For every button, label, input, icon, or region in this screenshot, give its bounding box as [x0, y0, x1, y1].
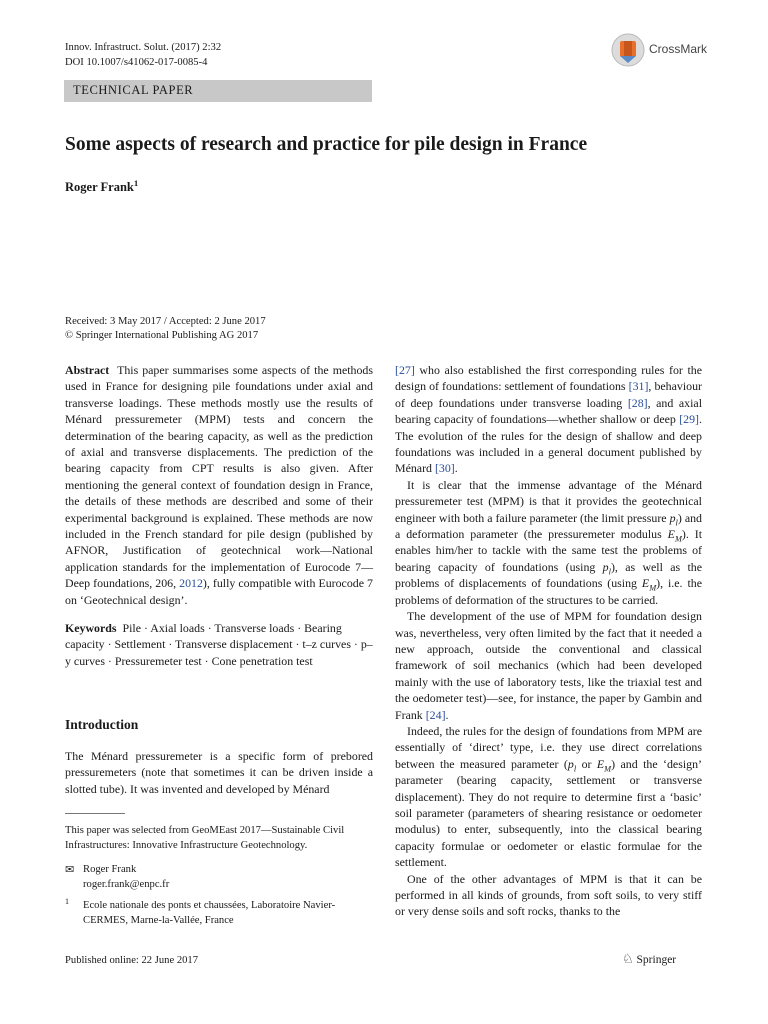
selection-note: This paper was selected from GeoMEast 2017—Sustainable Civil Infrastructures: Innovative Infrastructure Geotechnology. [65, 825, 345, 851]
footnote-divider [65, 813, 125, 814]
introduction-heading: Introduction [65, 717, 139, 732]
published-online: Published online: 22 June 2017 [65, 955, 199, 966]
ref-28-link[interactable]: [28] [627, 395, 648, 410]
ref-30-link[interactable]: [30] [434, 461, 455, 476]
text-span: The development of the use of MPM for foundation design was, nevertheless, very often limited by the fact that it needed a new approach, outside the conventional and classical framework of soil mechanics (which had been developed mainly with the use of laboratory tests, like the triaxial test and the oedometer test)—see, for instance, the paper by Gambin and Frank [395, 609, 702, 722]
keywords-label: Keywords [65, 621, 117, 635]
text-span: ), i.e. the problems of deformation of the structures to be carried. [395, 576, 702, 607]
springer-logo[interactable] [622, 951, 676, 967]
section-tag: TECHNICAL PAPER [73, 83, 194, 97]
text-span: who also established the first corresponding rules for the design of foundations: settlement of foundations [395, 363, 702, 394]
paper-title: Some aspects of research and practice for pile design in France [65, 134, 588, 155]
section-tag-bar [64, 80, 372, 102]
text-span: ), as well as the problems of displacements of foundations (using [395, 559, 702, 591]
text-span: , behaviour of deep foundations under transverse loading [395, 379, 702, 410]
symbol-limit-pressure: $p_l$ [669, 510, 678, 528]
symbol-modulus: $E_M$ [641, 576, 657, 593]
text-span: It is clear that the immense advantage of the Ménard pressuremeter test (MPM) is that it provides the geotechnical engineer with both a failure parameter (the limit pressure [395, 477, 702, 525]
affiliation-block [65, 898, 365, 928]
text-span: ) and the ‘design’ parameter (bearing capacity, settlement or transverse displacement). They do not require to determine first a ‘basic’ soil parameter (parameters of shearing resistance or oedometer modulus) to enter, subsequently, into the classical bearing capacity formulae or oedometer or elastic formulae for the settlement. [395, 756, 702, 870]
ref-27-link[interactable]: [27] [395, 363, 415, 377]
symbol-limit-pressure: $p_l$ [602, 559, 611, 577]
right-paragraph-2 [395, 477, 702, 608]
envelope-icon: ✉ [65, 864, 75, 876]
received-accepted: Received: 3 May 2017 / Accepted: 2 June 2017 [65, 316, 266, 327]
crossmark-label: CrossMark [649, 42, 708, 56]
text-span: . [445, 707, 449, 722]
right-paragraph-5: One of the other advantages of MPM is that it can be performed in all kinds of grounds, from soft soils, to very stiff or very dense soils and soft rocks, thanks to the [395, 871, 702, 919]
abstract [65, 362, 373, 608]
introduction-paragraph: The Ménard pressuremeter is a specific form of prebored pressuremeters (note that sometimes it can be driven inside a slotted tube). It was invented and developed by Ménard [65, 749, 373, 796]
text-span: . [454, 461, 458, 476]
right-paragraph-4 [395, 723, 702, 871]
right-paragraph-3 [395, 608, 702, 723]
contact-block [65, 862, 365, 892]
symbol-modulus: $E_M$ [667, 527, 682, 544]
text-span: Indeed, the rules for the design of foundations from MPM are essentially of ‘direct’ type, i.e. they use direct correlations between the measured parameter ( [395, 723, 702, 771]
author-affil-sup: 1 [133, 177, 139, 188]
crossmark-icon [610, 32, 646, 68]
author-name[interactable]: Roger Frank [65, 180, 134, 194]
ref-31-link[interactable]: [31] [628, 379, 649, 394]
contact-email[interactable]: roger.frank@enpc.fr [83, 879, 170, 890]
text-span: . The evolution of the rules for the design of shallow and deep foundations was included in a general document published by Ménard [395, 412, 702, 476]
keywords-text: Pile · Axial loads · Transverse loads · Bearing capacity · Settlement · Transverse displacement · t–z curves · p–y curves · Pressuremeter test · Cone penetration test [65, 621, 373, 668]
affiliation-text: Ecole nationale des ponts et chaussées, Laboratoire Navier-CERMES, Marne-la-Vallée, France [83, 900, 336, 926]
right-column [395, 362, 702, 920]
springer-horse-icon: ♘ [622, 951, 634, 966]
symbol-limit-pressure: $p_l$ [567, 756, 577, 774]
abstract-text-end: ), fully compatible with Eurocode 7 on ‘Geotechnical design’. [65, 576, 373, 607]
text-span: ). It enables him/her to tackle with the same test the problems of bearing capacity of foundations (using [395, 527, 703, 574]
right-paragraph-1 [395, 362, 702, 477]
journal-citation: Innov. Infrastruct. Solut. (2017) 2:32 [65, 42, 222, 53]
abstract-text: This paper summarises some aspects of the methods used in France for designing pile foundations under axial and transverse loadings. These methods mostly use the results of Ménard pressuremeter (MPM) tests and concern the determination of the bearing capacity, as well as the prediction of axial and transverse displacements. The prediction of the bearing capacity from CPT results is also given. After mentioning the general context of foundation design in France, the details of these methods are described and some of their experimental background is explained. These methods are now included in the French standard for pile design (published by AFNOR, Justification of geotechnical work—National application standards for the implementation of Eurocode 7—Deep foundations, 206, [65, 363, 373, 591]
keywords [65, 620, 373, 669]
abstract-label: Abstract [65, 363, 110, 377]
text-span: or [576, 756, 597, 771]
author [65, 177, 139, 195]
affiliation-number: 1 [65, 897, 69, 906]
ref-24-link[interactable]: [24] [425, 707, 446, 722]
text-span: ) and a deformation parameter (the pressuremeter modulus [395, 510, 702, 542]
symbol-modulus: $E_M$ [596, 756, 612, 774]
doi[interactable]: DOI 10.1007/s41062-017-0085-4 [65, 57, 208, 68]
text-span: , and axial bearing capacity of foundations—whether shallow or deep [395, 395, 702, 427]
copyright: © Springer International Publishing AG 2017 [65, 330, 259, 341]
contact-name: Roger Frank [83, 864, 137, 875]
abstract-ref-link[interactable]: 2012 [179, 576, 203, 591]
crossmark-logo[interactable] [610, 32, 710, 68]
springer-label: Springer [636, 954, 677, 966]
ref-29-link[interactable]: [29] [679, 412, 700, 427]
